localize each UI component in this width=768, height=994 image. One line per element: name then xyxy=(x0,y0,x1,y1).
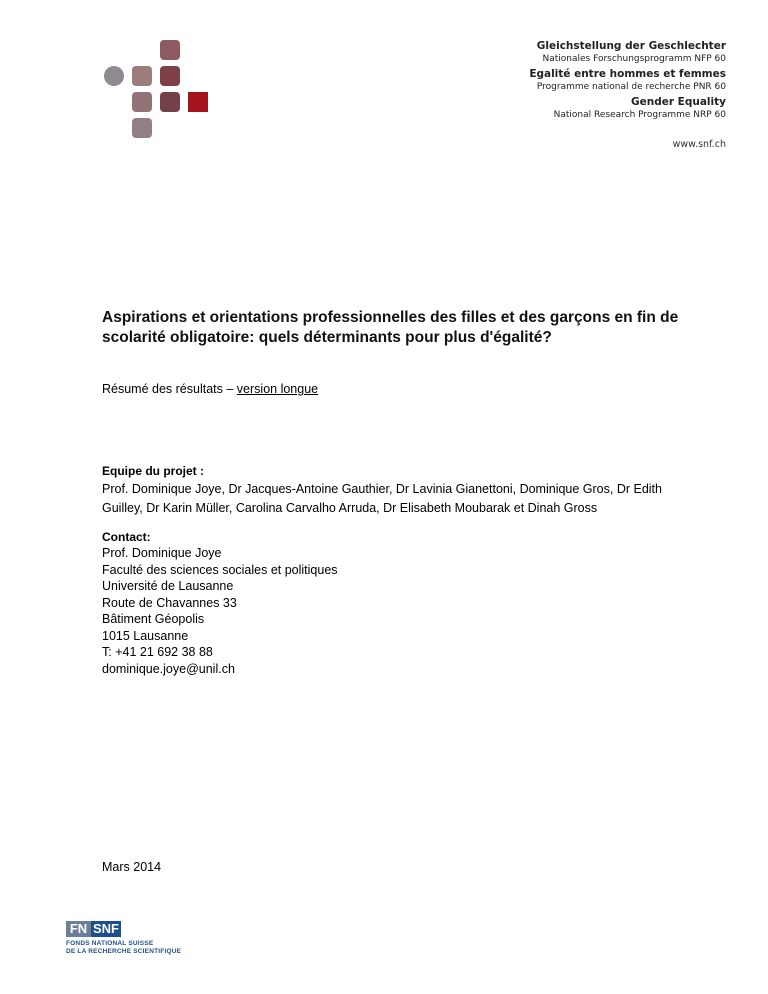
contact-faculty: Faculté des sciences sociales et politiques xyxy=(102,562,338,577)
contact-email[interactable]: dominique.joye@unil.ch xyxy=(102,661,235,676)
program-title-en: Gender Equality xyxy=(631,96,726,108)
team-members: Prof. Dominique Joye, Dr Jacques-Antoine Gauthier, Dr Lavinia Gianettoni, Dominique Gros, Dr Edith Guilley, Dr Karin Müller, Carolina Carvalho Arruda, Dr Elisabeth Moubarak et Dinah Gross xyxy=(102,482,662,515)
contact-street: Route de Chavannes 33 xyxy=(102,595,237,610)
fnsnf-logo xyxy=(66,921,181,956)
contact-building: Bâtiment Géopolis xyxy=(102,612,205,626)
logo-square xyxy=(160,40,180,60)
program-title-de: Gleichstellung der Geschlechter xyxy=(536,40,726,52)
logo-square xyxy=(132,92,152,112)
program-subtitle-en: National Research Programme NRP 60 xyxy=(553,110,726,120)
logo-square xyxy=(132,66,152,86)
document-date: Mars 2014 xyxy=(102,860,162,874)
logo-square xyxy=(160,92,180,112)
logo-square xyxy=(188,92,208,112)
fnsnf-line1: FONDS NATIONAL SUISSE xyxy=(66,940,154,947)
fnsnf-name xyxy=(66,940,181,956)
website-link[interactable]: www.snf.ch xyxy=(672,139,726,150)
summary-version-link[interactable]: version longue xyxy=(236,382,319,396)
logo-square xyxy=(160,66,180,86)
contact-name: Prof. Dominique Joye xyxy=(102,546,222,560)
document-title: Aspirations et orientations professionnelles des filles et des garçons en fin de scolarité obligatoire: quels déterminants pour plus d'égalité? xyxy=(102,309,679,346)
summary-line xyxy=(102,382,702,396)
contact-phone: T: +41 21 692 38 88 xyxy=(102,645,213,659)
program-names xyxy=(529,40,726,124)
contact-block xyxy=(102,545,702,677)
contact-university: Université de Lausanne xyxy=(102,579,234,593)
logo-square xyxy=(132,118,152,138)
fn-mark: FN xyxy=(66,921,91,937)
snf-mark: SNF xyxy=(93,921,119,936)
contact-city: 1015 Lausanne xyxy=(102,628,189,643)
program-title-fr: Egalité entre hommes et femmes xyxy=(529,68,726,80)
logo-square xyxy=(104,66,124,86)
fnsnf-mark xyxy=(66,921,181,937)
contact-heading: Contact: xyxy=(102,530,151,544)
summary-prefix: Résumé des résultats – xyxy=(102,382,237,396)
program-subtitle-de: Nationales Forschungsprogramm NFP 60 xyxy=(542,54,726,64)
program-subtitle-fr: Programme national de recherche PNR 60 xyxy=(536,82,726,92)
fnsnf-line2: DE LA RECHERCHE SCIENTIFIQUE xyxy=(66,948,182,955)
team-heading: Equipe du projet : xyxy=(102,464,204,478)
